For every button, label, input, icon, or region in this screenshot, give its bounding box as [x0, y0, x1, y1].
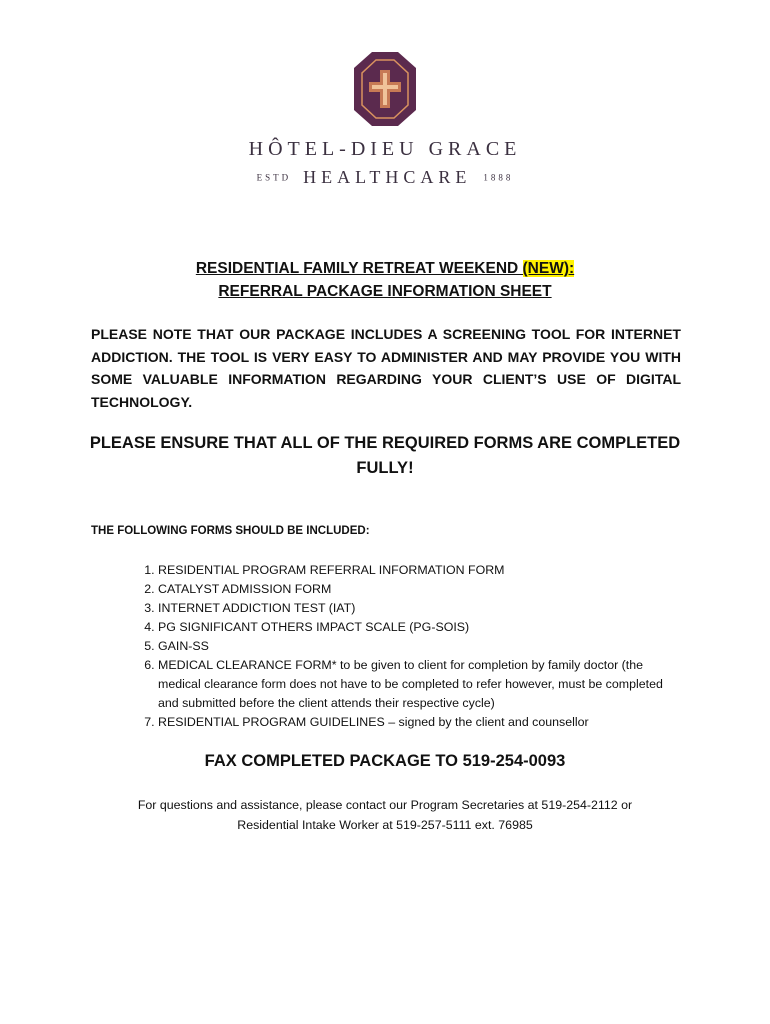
- document-title: [0, 257, 770, 303]
- contact-line2: Residential Intake Worker at 519-257-5111 ext. 76985: [237, 818, 533, 832]
- logo-established-label: ESTD: [256, 172, 292, 183]
- list-item: 6. MEDICAL CLEARANCE FORM* to be given to client for completion by family doctor (the medical clearance form does not have to be completed to refer however, must be completed and submitted before the client attends their respective cycle): [158, 656, 683, 713]
- cross-octagon-emblem-icon: [352, 50, 418, 128]
- forms-list-heading: THE FOLLOWING FORMS SHOULD BE INCLUDED:: [91, 525, 370, 537]
- list-item: 1. RESIDENTIAL PROGRAM REFERRAL INFORMATION FORM: [158, 561, 683, 580]
- logo-name-healthcare: HEALTHCARE: [303, 167, 472, 188]
- logo-founding-year: 1888: [483, 172, 514, 183]
- contact-line1: For questions and assistance, please contact our Program Secretaries at 519-254-2112 or: [137, 798, 633, 812]
- list-item: 3. INTERNET ADDICTION TEST (IAT): [158, 599, 683, 618]
- list-item: 5. GAIN-SS: [158, 637, 683, 656]
- title-line2: REFERRAL PACKAGE INFORMATION SHEET: [218, 283, 552, 300]
- logo-name-line2: [0, 166, 770, 188]
- screening-tool-notice: PLEASE NOTE THAT OUR PACKAGE INCLUDES A SCREENING TOOL FOR INTERNET ADDICTION. THE TOOL IS VERY EASY TO ADMINISTER AND MAY PROVIDE YOU WITH SOME VALUABLE INFORMATION REGARDING YOUR CLIENT’S USE OF DIGITAL TECHNOLOGY.: [91, 326, 681, 410]
- title-new-highlight: (NEW):: [522, 260, 575, 277]
- hospital-logo: [0, 50, 770, 188]
- forms-list: [0, 561, 683, 732]
- list-item: 2. CATALYST ADMISSION FORM: [158, 580, 683, 599]
- fax-instruction: FAX COMPLETED PACKAGE TO 519-254-0093: [204, 752, 566, 770]
- contact-info: [0, 795, 770, 835]
- title-line1: [0, 257, 770, 280]
- list-item: 7. RESIDENTIAL PROGRAM GUIDELINES – signed by the client and counsellor: [158, 713, 683, 732]
- logo-name-line1: HÔTEL-DIEU GRACE: [248, 138, 522, 160]
- ensure-forms-heading: PLEASE ENSURE THAT ALL OF THE REQUIRED FORMS ARE COMPLETED FULLY!: [89, 434, 681, 477]
- list-item: 4. PG SIGNIFICANT OTHERS IMPACT SCALE (PG-SOIS): [158, 618, 683, 637]
- title-line1-text: RESIDENTIAL FAMILY RETREAT WEEKEND: [195, 260, 523, 277]
